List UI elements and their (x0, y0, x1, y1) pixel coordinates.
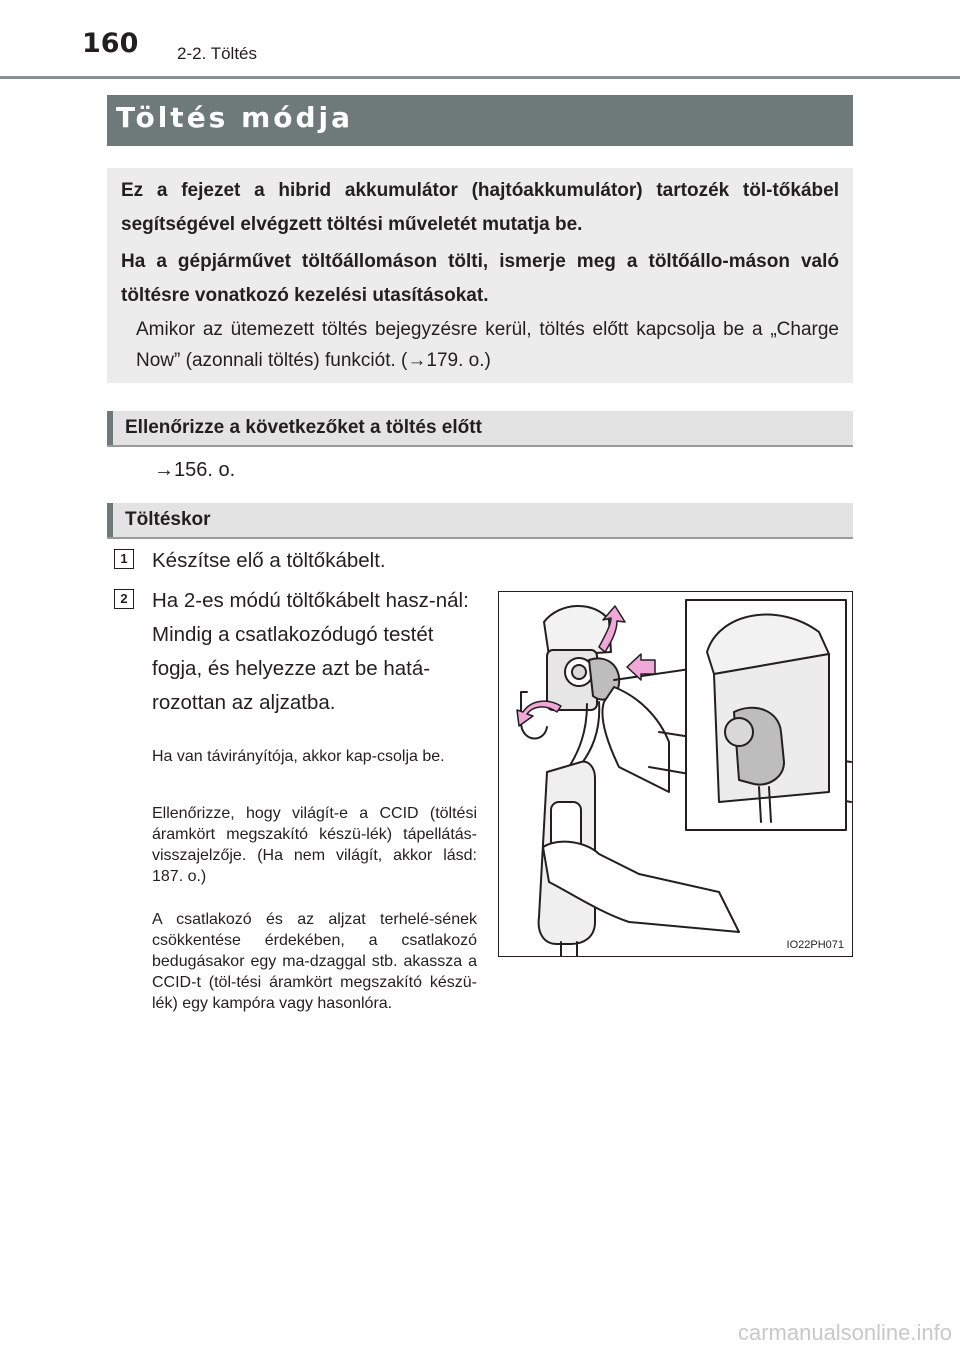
section-heading-text: Ellenőrizze a következőket a töltés előtt (125, 417, 482, 438)
page-number: 160 (82, 28, 139, 59)
step-text-2: Ha 2-es módú töltőkábelt hasz-nál: Mindig a csatlakozódugó testét fogja, és helyezze azt be hatá-rozottan az aljzatba. (152, 589, 469, 714)
page-reference: →156. o. (154, 459, 236, 481)
step-note-2: Ellenőrizze, hogy világít-e a CCID (töltési áramkört megszakító készü-lék) tápellátás-visszajelzője. (Ha nem világít, akkor lásd: 187. o.) (152, 805, 477, 885)
section-heading-charging (107, 503, 853, 539)
illustration-drawing (499, 592, 852, 956)
section-header: 2-2. Töltés (177, 44, 258, 63)
charging-illustration (498, 591, 853, 957)
header-divider (0, 76, 960, 79)
page-title: Töltés módja (116, 101, 354, 134)
section-heading-text: Töltéskor (125, 509, 211, 530)
step-note-3: A csatlakozó és az aljzat terhelé-sének csökkentése érdekében, a csatlakozó bedugásakor egy ma-dzaggal stb. akassza a CCID-t (töl-tési áramkört megszakító készü-lék) egy kampóra vagy hasonlóra. (152, 911, 477, 1012)
step-text-1: Készítse elő a töltőkábelt. (152, 549, 386, 572)
step-number-1: 1 (114, 549, 134, 569)
step-note-1: Ha van távirányítója, akkor kap-csolja be. (152, 748, 445, 765)
intro-paragraph-1: Ez a fejezet a hibrid akkumulátor (hajtóakkumulátor) tartozék töl-tőkábel segítségével elvégzett töltési műveletét mutatja be. (121, 180, 839, 235)
section-heading-check (107, 411, 853, 447)
intro-note: Amikor az ütemezett töltés bejegyzésre kerül, töltés előtt kapcsolja be a „Charge Now” (azonnali töltés) funkciót. (→179. o.) (136, 319, 839, 371)
step-number-2: 2 (114, 589, 134, 609)
watermark: carmanualsonline.info (737, 1320, 952, 1345)
intro-paragraph-2: Ha a gépjárművet töltőállomáson tölti, ismerje meg a töltőállo-máson való töltésre vonatkozó kezelési utasításokat. (121, 251, 839, 306)
figure-code: IO22PH071 (786, 939, 844, 951)
